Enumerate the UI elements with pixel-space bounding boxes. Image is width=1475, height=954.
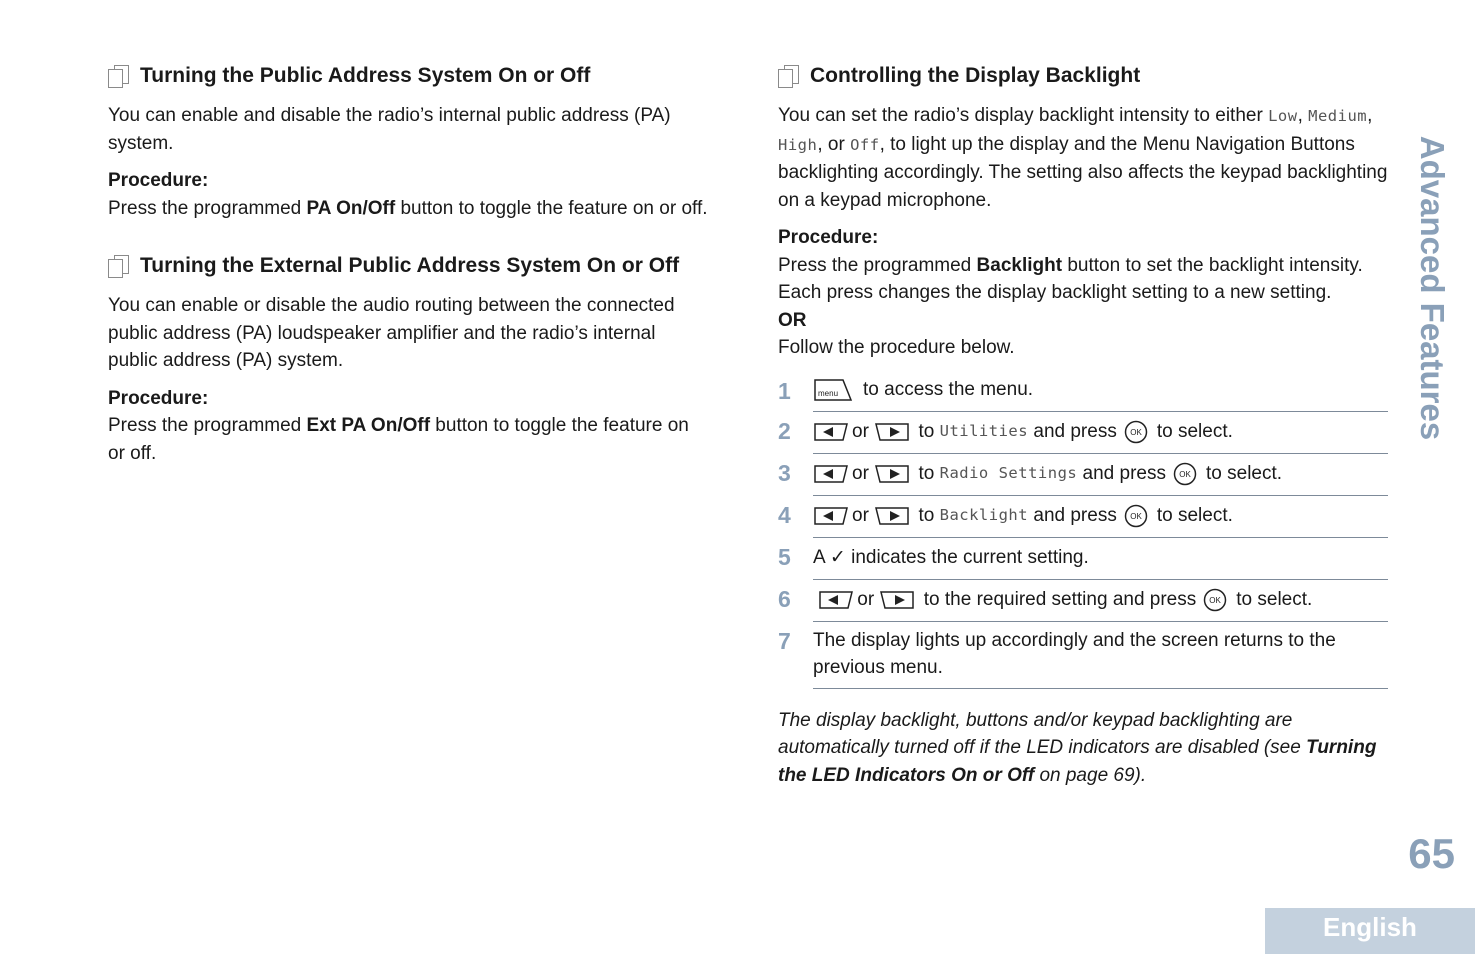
procedure-text-pre: Press the programmed bbox=[108, 415, 307, 436]
section-heading-pa bbox=[108, 62, 708, 90]
section-icon bbox=[778, 65, 798, 87]
step-text: The display lights up accordingly and the screen returns to the previous menu. bbox=[813, 622, 1388, 689]
section-icon bbox=[108, 65, 128, 87]
section-title: Controlling the Display Backlight bbox=[810, 64, 1141, 87]
step-4 bbox=[778, 496, 1388, 538]
right-arrow-key-icon bbox=[879, 590, 915, 610]
left-arrow-key-icon bbox=[813, 422, 849, 442]
procedure-text-pre: Press the programmed bbox=[108, 197, 307, 219]
step-number: 5 bbox=[778, 543, 791, 570]
language-tab: English bbox=[1265, 908, 1475, 954]
svg-text:OK: OK bbox=[1209, 595, 1222, 605]
section-body: You can enable or disable the audio routing between the connected public address (PA) loudspeaker amplifier and the radio’s internal public address (PA) system. bbox=[108, 295, 675, 371]
option-low: Low bbox=[1268, 107, 1298, 125]
procedure-block bbox=[108, 167, 708, 222]
menu-target: Backlight bbox=[939, 505, 1029, 524]
step-text: or to Backlight and press OK to select. bbox=[813, 496, 1388, 538]
step-text: or to Utilities and press OK to select. bbox=[813, 412, 1388, 454]
procedure-text-post: button to toggle the feature on or off. bbox=[395, 197, 708, 219]
option-off: Off bbox=[850, 135, 880, 154]
procedure-label: Procedure: bbox=[108, 170, 209, 191]
svg-text:OK: OK bbox=[1130, 427, 1142, 437]
button-name: Backlight bbox=[976, 254, 1063, 276]
svg-text:OK: OK bbox=[1179, 469, 1191, 479]
right-arrow-key-icon bbox=[874, 422, 910, 442]
step-list bbox=[778, 372, 1388, 689]
step-text: A ✓ indicates the current setting. bbox=[813, 538, 1388, 580]
cross-reference-link[interactable]: Turning the LED Indicators On or Off bbox=[778, 737, 1377, 786]
section-heading-backlight bbox=[778, 62, 1388, 90]
menu-target: Radio Settings bbox=[939, 463, 1078, 482]
note-text: The display backlight, buttons and/or keypad backlighting are automatically turned off if the LED indicators are disabled (see Turning the LED Indicators On or Off on page 69). bbox=[778, 709, 1377, 786]
step-text: menu to access the menu. bbox=[813, 372, 1388, 412]
step-number: 1 bbox=[778, 377, 791, 404]
section-heading-ext-pa bbox=[108, 252, 708, 280]
section-body: You can enable and disable the radio’s internal public address (PA) system. bbox=[108, 105, 671, 154]
step-number: 4 bbox=[778, 501, 791, 528]
step-text: or to the required setting and press OK to select. bbox=[813, 580, 1388, 622]
right-arrow-key-icon bbox=[874, 464, 910, 484]
step-text: or to Radio Settings and press OK to select. bbox=[813, 454, 1388, 496]
step-6 bbox=[778, 580, 1388, 622]
ok-button-icon bbox=[1173, 462, 1197, 486]
procedure-label: Procedure: bbox=[778, 227, 879, 248]
svg-text:menu: menu bbox=[818, 388, 839, 398]
step-1 bbox=[778, 372, 1388, 412]
step-number: 7 bbox=[778, 627, 791, 654]
option-medium: Medium bbox=[1308, 107, 1368, 125]
ok-button-icon bbox=[1124, 504, 1148, 528]
step-number: 6 bbox=[778, 585, 791, 612]
procedure-block: Procedure: Press the programmed Backlight button to set the backlight intensity. Each press changes the display backlight setting to a new setting. OR Follow the procedure below. bbox=[778, 227, 1363, 358]
step-5 bbox=[778, 538, 1388, 580]
procedure-label: Procedure: bbox=[108, 387, 209, 409]
ok-button-icon bbox=[1124, 420, 1148, 444]
section-title: Turning the Public Address System On or Off bbox=[140, 64, 591, 87]
left-arrow-key-icon bbox=[813, 464, 849, 484]
chapter-side-title: Advanced Features bbox=[1414, 135, 1451, 441]
step-3 bbox=[778, 454, 1388, 496]
button-name: PA On/Off bbox=[306, 197, 396, 219]
left-arrow-key-icon bbox=[813, 506, 849, 526]
button-name: Ext PA On/Off bbox=[306, 415, 431, 436]
procedure-block bbox=[108, 385, 708, 468]
step-number: 2 bbox=[778, 417, 791, 444]
step-number: 3 bbox=[778, 459, 791, 486]
right-arrow-key-icon bbox=[874, 506, 910, 526]
or-label: OR bbox=[778, 309, 807, 331]
menu-target: Utilities bbox=[939, 421, 1029, 440]
procedure-text-post: button to toggle the feature on or off. bbox=[108, 415, 689, 464]
section-title: Turning the External Public Address System On or Off bbox=[140, 254, 680, 277]
page-number: 65 bbox=[1408, 830, 1455, 877]
section-body: You can set the radio’s display backlight intensity to either Low, Medium, High, or Off, to light up the display and the Menu Navigation Buttons backlighting accordingly. The setting also affects the keypad backlighting on a keypad microphone. bbox=[778, 105, 1388, 211]
right-column bbox=[778, 62, 1388, 789]
step-7 bbox=[778, 622, 1388, 689]
step-2 bbox=[778, 412, 1388, 454]
svg-text:OK: OK bbox=[1130, 511, 1142, 521]
left-column bbox=[108, 62, 708, 467]
section-icon bbox=[108, 255, 128, 277]
option-high: High bbox=[778, 135, 818, 154]
ok-button-icon bbox=[1203, 588, 1227, 612]
left-arrow-key-icon bbox=[818, 590, 854, 610]
menu-key-icon bbox=[813, 378, 853, 402]
follow-text: Follow the procedure below. bbox=[778, 337, 1015, 358]
